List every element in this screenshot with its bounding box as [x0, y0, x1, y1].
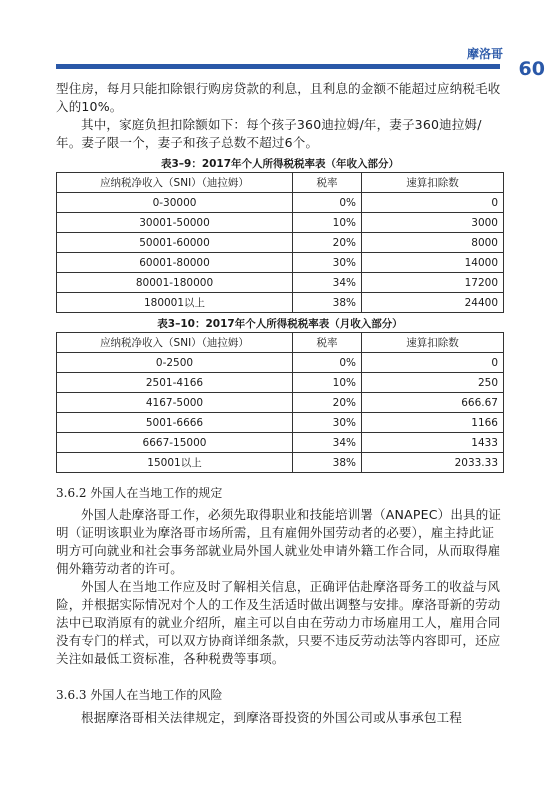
- table-cell: 60001-80000: [57, 253, 293, 273]
- column-header: 税率: [293, 333, 362, 353]
- section-heading: 3.6.3 外国人在当地工作的风险: [56, 688, 223, 702]
- table-cell: 4167-5000: [57, 393, 293, 413]
- table-row: [57, 273, 504, 293]
- table-cell: 666.67: [362, 393, 504, 413]
- paragraph: 型住房，每月只能扣除银行购房贷款的利息，且利息的金额不能超过应纳税毛收入的10%。: [56, 81, 501, 114]
- table-cell: 30%: [293, 413, 362, 433]
- table-cell: 14000: [362, 253, 504, 273]
- table-header-row: [57, 173, 504, 193]
- table-row: [57, 193, 504, 213]
- table-cell: 250: [362, 373, 504, 393]
- table-cell: 8000: [362, 233, 504, 253]
- table-cell: 17200: [362, 273, 504, 293]
- tax-table-monthly: [56, 332, 504, 473]
- table-cell: 2501-4166: [57, 373, 293, 393]
- table-row: [57, 373, 504, 393]
- table-cell: 0: [362, 193, 504, 213]
- table-caption: 表3–10：2017年个人所得税税率表（月收入部分）: [157, 318, 403, 330]
- table-cell: 20%: [293, 233, 362, 253]
- column-header: 应纳税净收入（SNI）（迪拉姆）: [57, 173, 293, 193]
- header-title: 摩洛哥: [466, 47, 503, 61]
- table-cell: 34%: [293, 273, 362, 293]
- table-cell: 24400: [362, 293, 504, 313]
- table-cell: 50001-60000: [57, 233, 293, 253]
- paragraph: 外国人在当地工作应及时了解相关信息，正确评估赴摩洛哥务工的收益与风险，并根据实际情况对个人的工作及生活适时做出调整与安排。摩洛哥新的劳动法中已取消原有的就业介绍所，雇主可以自由在劳动力市场雇用工人，雇用合同没有专门的样式，可以双方协商详细条款，只要不违反劳动法等内容即可，还应关注如最低工资标准，各种税费等事项。: [56, 579, 501, 666]
- paragraph: 根据摩洛哥相关法律规定，到摩洛哥投资的外国公司或从事承包工程: [81, 710, 463, 725]
- table-cell: 10%: [293, 213, 362, 233]
- table-cell: 2033.33: [362, 453, 504, 473]
- section-heading: 3.6.2 外国人在当地工作的规定: [56, 486, 223, 500]
- table-cell: 0%: [293, 353, 362, 373]
- table-row: [57, 293, 504, 313]
- table-cell: 38%: [293, 293, 362, 313]
- column-header: 速算扣除数: [362, 173, 504, 193]
- table-row: [57, 453, 504, 473]
- paragraph: 外国人赴摩洛哥工作，必须先取得职业和技能培训署（ANAPEC）出具的证明（证明该职业为摩洛哥市场所需，且有雇佣外国劳动者的必要），雇主持此证明方可向就业和社会事务部就业局外国人就业处申请外籍工作合同，从而取得雇佣外籍劳动者的许可。: [56, 507, 502, 576]
- table-cell: 38%: [293, 453, 362, 473]
- table-cell: 6667-15000: [57, 433, 293, 453]
- paragraph: 其中，家庭负担扣除额如下：每个孩子360迪拉姆/年，妻子360迪拉姆/年。妻子限一个，妻子和孩子总数不超过6个。: [56, 117, 482, 150]
- table-cell: 1433: [362, 433, 504, 453]
- table-cell: 20%: [293, 393, 362, 413]
- table-cell: 80001-180000: [57, 273, 293, 293]
- table-row: [57, 253, 504, 273]
- table-cell: 0-2500: [57, 353, 293, 373]
- page-number: 60: [518, 58, 545, 80]
- table-cell: 180001以上: [57, 293, 293, 313]
- table-header-row: [57, 333, 504, 353]
- column-header: 速算扣除数: [362, 333, 504, 353]
- tax-table-annual: [56, 172, 504, 313]
- header-rule: [56, 64, 500, 69]
- table-row: [57, 433, 504, 453]
- table-row: [57, 213, 504, 233]
- table-cell: 15001以上: [57, 453, 293, 473]
- table-cell: 3000: [362, 213, 504, 233]
- table-cell: 0%: [293, 193, 362, 213]
- table-cell: 0-30000: [57, 193, 293, 213]
- table-row: [57, 413, 504, 433]
- table-cell: 30001-50000: [57, 213, 293, 233]
- table-row: [57, 393, 504, 413]
- table-cell: 5001-6666: [57, 413, 293, 433]
- table-row: [57, 233, 504, 253]
- table-cell: 1166: [362, 413, 504, 433]
- table-cell: 0: [362, 353, 504, 373]
- table-cell: 10%: [293, 373, 362, 393]
- column-header: 应纳税净收入（SNI）（迪拉姆）: [57, 333, 293, 353]
- column-header: 税率: [293, 173, 362, 193]
- table-row: [57, 353, 504, 373]
- table-cell: 30%: [293, 253, 362, 273]
- table-cell: 34%: [293, 433, 362, 453]
- table-caption: 表3–9：2017年个人所得税税率表（年收入部分）: [160, 158, 400, 170]
